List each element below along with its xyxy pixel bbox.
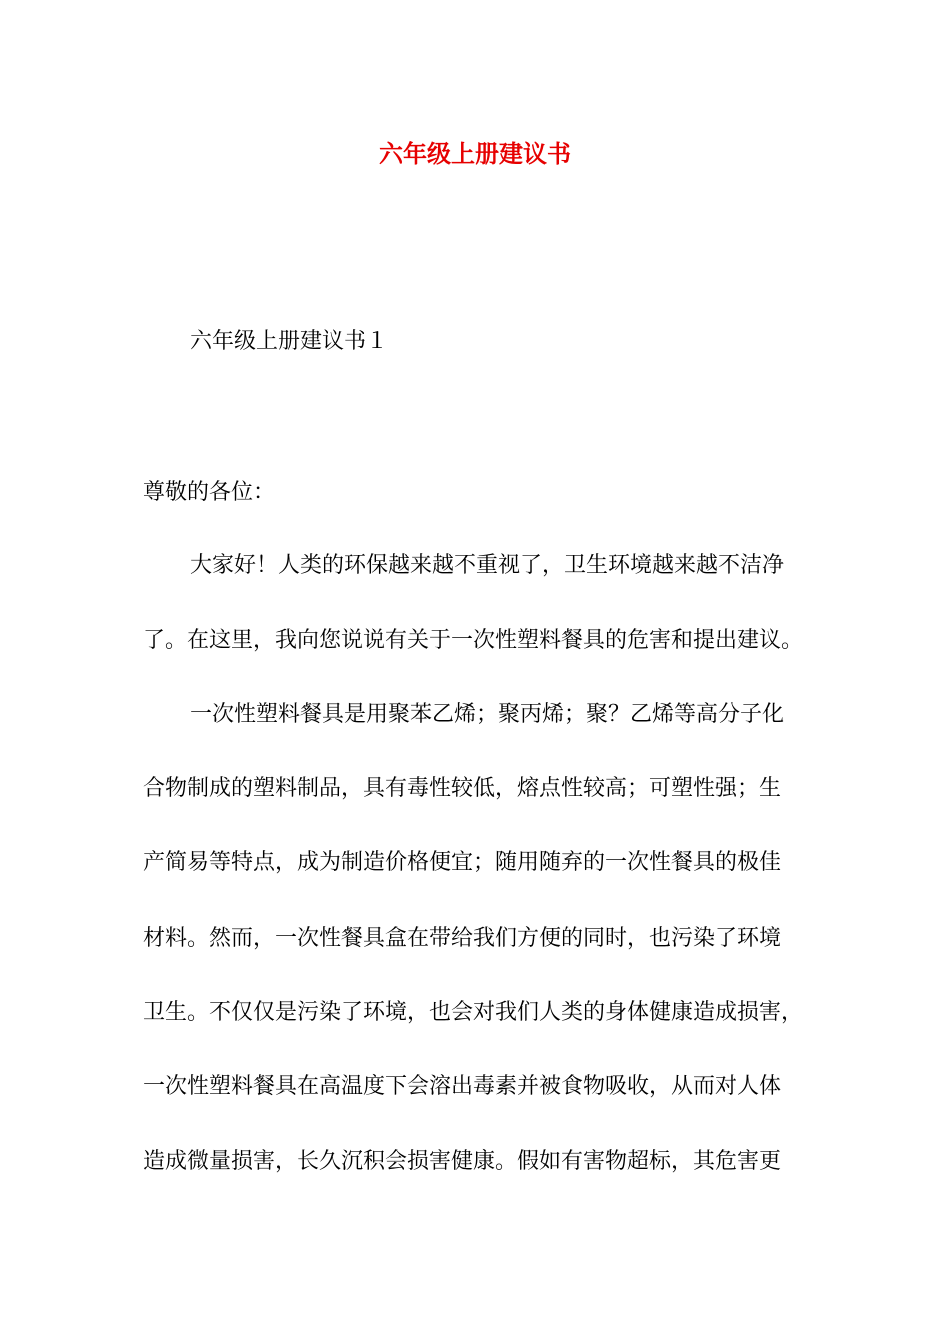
body-line: 卫生。不仅仅是污染了环境，也会对我们人类的身体健康造成损害，	[143, 1000, 804, 1025]
body-line: 了。在这里，我向您说说有关于一次性塑料餐具的危害和提出建议。	[143, 628, 804, 653]
document-title: 六年级上册建议书	[379, 139, 571, 168]
body-line: 一次性塑料餐具是用聚苯乙烯；聚丙烯；聚？乙烯等高分子化	[190, 702, 785, 727]
body-line: 材料。然而，一次性餐具盒在带给我们方便的同时，也污染了环境	[143, 926, 782, 951]
body-line: 产简易等特点，成为制造价格便宜；随用随弃的一次性餐具的极佳	[143, 850, 782, 875]
body-line: 大家好！人类的环保越来越不重视了，卫生环境越来越不洁净	[190, 553, 785, 578]
body-line: 一次性塑料餐具在高温度下会溶出毒素并被食物吸收，从而对人体	[143, 1074, 782, 1099]
section-heading: 六年级上册建议书１	[190, 329, 389, 354]
salutation: 尊敬的各位：	[143, 480, 276, 505]
body-line: 合物制成的塑料制品，具有毒性较低，熔点性较高；可塑性强；生	[143, 776, 782, 801]
body-line: 造成微量损害，长久沉积会损害健康。假如有害物超标，其危害更	[143, 1149, 782, 1174]
